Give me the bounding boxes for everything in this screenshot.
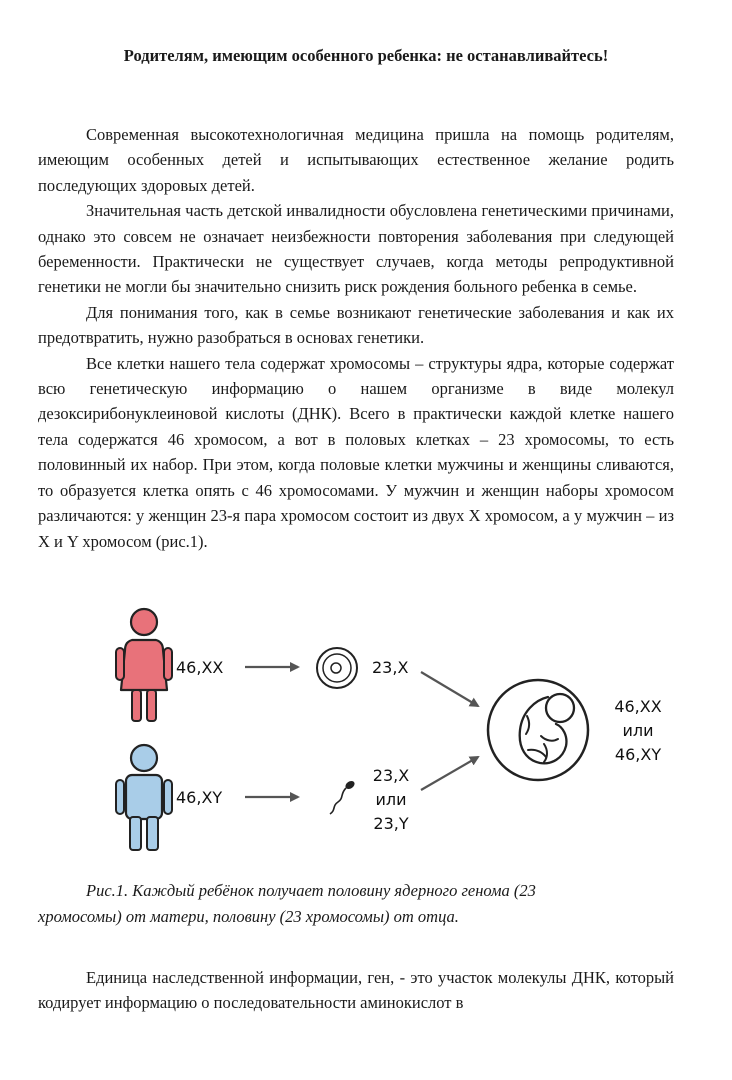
sperm-label-line: 23,X	[372, 766, 410, 785]
sperm-label-line: 23,Y	[373, 814, 409, 833]
male-person-icon	[116, 745, 172, 850]
figure-caption	[38, 878, 678, 930]
paragraph: Все клетки нашего тела содержат хромосомы – структуры ядра, которые содержат всю генетическую информацию о нашем организме в виде молекул дезоксирибонуклеиновой кислоты (ДНК). Всего в практически каждой клетке нашего тела содержатся 46 хромосом, а вот в половых клетках – 23 хромосомы, то есть половинный их набор. При этом, когда половые клетки мужчины и женщины сливаются, то образуется клетка опять с 46 хромосомами. У мужчин и женщин наборы хромосом различаются: у женщин 23-я пара хромосом состоит из двух X хромосом, а у мужчин – из X и Y хромосом (рис.1).	[38, 353, 674, 551]
intro-text	[38, 122, 674, 554]
arrow-egg-to-fetus	[421, 672, 478, 706]
sperm-label-line: или	[375, 790, 407, 809]
page-title: Родителям, имеющим особенного ребенка: не останавливайтесь!	[123, 46, 609, 65]
child-label-line: 46,XX	[614, 697, 662, 716]
outro-text	[38, 965, 674, 1016]
egg-label: 23,X	[372, 658, 409, 677]
caption-line: хромосомы) от матери, половину (23 хромосомы) от отца.	[38, 907, 459, 926]
female-karyotype-label: 46,XX	[176, 658, 224, 677]
child-label-line: или	[622, 721, 654, 740]
fetus-icon	[488, 680, 588, 780]
caption-line: Рис.1. Каждый ребёнок получает половину ядерного генома (23	[86, 881, 536, 900]
arrow-sperm-to-fetus	[421, 757, 478, 790]
sperm-label	[366, 764, 416, 836]
paragraph: Единица наследственной информации, ген, - это участок молекулы ДНК, который кодирует информацию о последовательности аминокислот в	[38, 968, 674, 1013]
sperm-cell-icon	[330, 779, 356, 814]
paragraph: Современная высокотехнологичная медицина пришла на помощь родителям, имеющим особенных детей и испытывающих естественное желание родить последующих здоровых детей.	[38, 125, 674, 195]
child-label	[608, 695, 668, 767]
paragraph: Для понимания того, как в семье возникают генетические заболевания и как их предотвратить, нужно разобраться в основах генетики.	[38, 302, 674, 348]
male-karyotype-label: 46,XY	[176, 788, 223, 807]
female-person-icon	[116, 609, 172, 721]
paragraph: Значительная часть детской инвалидности обусловлена генетическими причинами, однако это совсем не означает неизбежности повторения заболевания при следующей беременности. Практически не существует случаев, когда методы репродуктивной генетики не могли бы значительно снизить риск рождения больного ребенка в семье.	[38, 201, 674, 297]
child-label-line: 46,XY	[614, 745, 662, 764]
egg-cell-icon	[317, 648, 357, 688]
